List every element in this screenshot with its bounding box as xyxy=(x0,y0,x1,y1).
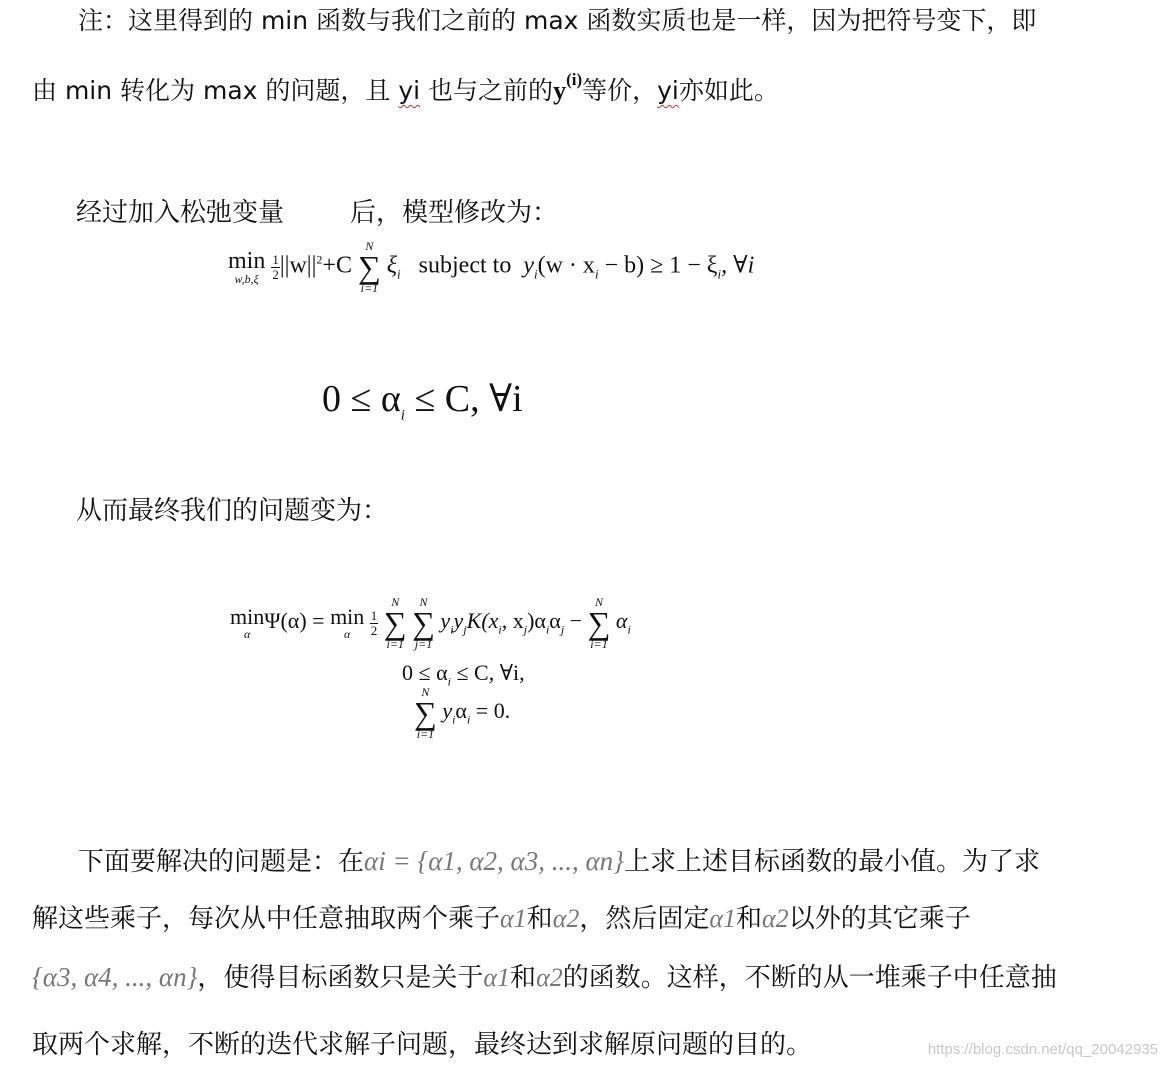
alpha-2: α2 xyxy=(552,904,580,933)
para4-a: 下面要解决的问题是：在 xyxy=(78,847,365,876)
alpha-set-2: {α3, α4, ..., αn} xyxy=(32,962,198,992)
eq3-body3: )α xyxy=(527,608,546,634)
eq2-text: 0 ≤ α xyxy=(322,378,401,420)
alpha-1c: α1 xyxy=(483,963,511,992)
y-sup: (i) xyxy=(566,70,583,89)
watermark: https://blog.csdn.net/qq_20042935 xyxy=(927,1041,1158,1058)
y-base: y xyxy=(553,76,567,105)
para1-line2-c: 等价， xyxy=(582,76,658,105)
eq3-half: $\frac{1}{2}$ xyxy=(370,607,378,638)
eq1-c-tail: − b) ≥ 1 − ξ xyxy=(598,252,718,279)
eq1-y: y xyxy=(523,252,534,279)
para4-line3-a: ，使得目标函数只是关于 xyxy=(197,963,484,992)
eq3-line2: 0 ≤ α xyxy=(402,660,448,685)
eq3-minus: − xyxy=(564,608,588,634)
para2-a: 经过加入松弛变量 xyxy=(76,198,285,227)
eq1-subject: subject to xyxy=(418,252,512,279)
para2-b: 后，模型修改为： xyxy=(350,198,559,227)
eq3-line2-rest: ≤ C, ∀i, xyxy=(450,660,525,685)
alpha-2b: α2 xyxy=(762,904,789,933)
equation-2 xyxy=(322,376,523,425)
alpha-2c: α2 xyxy=(536,963,563,992)
eq3-psi: Ψ(α) = xyxy=(264,608,331,634)
para1-line1: 注：这里得到的 min 函数与我们之前的 max 函数实质也是一样，因为把符号变下，即 xyxy=(78,6,1037,35)
para4-line2 xyxy=(32,904,971,934)
eq3-y2: y xyxy=(453,608,464,634)
eq1-sq: 2 xyxy=(316,252,323,267)
para2 xyxy=(76,198,558,228)
eq1-plusc: +C xyxy=(322,252,352,279)
alpha-1: α1 xyxy=(500,904,527,933)
para1-line2 xyxy=(32,70,779,109)
eq3-line3-rest: = 0. xyxy=(470,698,511,724)
eq1-norm: ||w|| xyxy=(279,252,317,279)
eq1-c-rest: (w · x xyxy=(537,252,595,279)
eq3-min1: min α xyxy=(230,604,265,641)
eq3-line3-y: y xyxy=(442,698,453,724)
para4-line2-b: ，然后固定 xyxy=(579,904,710,933)
alpha-set: αi = {α1, α2, α3, ..., αn} xyxy=(364,846,624,876)
para4-line1 xyxy=(78,846,1040,877)
equation-1: min w,b,ξ $\frac{1}{2}$ $||w||^2+C$ N ∑ i=1 $\xi_i$ subject to $y_i(w \cdot x_i - b) \ge 1 - \xi_i$, ∀i xyxy=(228,239,755,295)
eq2-rest: ≤ C, ∀i xyxy=(404,378,523,420)
yi-word-2: yi xyxy=(657,76,679,105)
para1-line2-a: 由 min 转化为 max 的问题，且 xyxy=(32,76,399,105)
para4-b: 上求上述目标函数的最小值。为了求 xyxy=(623,847,1040,876)
and-1: 和 xyxy=(526,904,553,933)
eq3-k: K(x xyxy=(466,608,499,634)
eq1-min: min w,b,ξ xyxy=(228,248,266,286)
eq3-sum-i2: N ∑ i=1 xyxy=(587,595,611,651)
eq3-alpha-i: α xyxy=(615,608,628,634)
alpha-1b: α1 xyxy=(709,904,737,933)
eq3-y: y xyxy=(440,608,451,634)
para4-line2-a: 解这些乘子，每次从中任意抽取两个乘子 xyxy=(32,904,501,933)
eq1-half: $\frac{1}{2}$ xyxy=(272,251,279,282)
equation-3-line2: $0 \le \alpha_i \le C$, ∀i, xyxy=(402,660,525,689)
eq3-sum-i3: N ∑ i=1 xyxy=(414,685,437,741)
para4-line4: 取两个求解，不断的迭代求解子问题，最终达到求解原问题的目的。 xyxy=(32,1030,813,1059)
eq1-forall: , ∀i xyxy=(721,252,755,279)
para4-line2-c: 以外的其它乘子 xyxy=(788,904,971,933)
eq2-sub: i xyxy=(400,407,405,424)
para4-line3-b: 的函数。这样，不断的从一堆乘子中任意抽 xyxy=(562,963,1057,992)
eq1-xi-sub: i xyxy=(397,266,401,282)
eq1-sum: N ∑ i=1 xyxy=(357,239,381,295)
eq3-sum-i: N ∑ i=1 xyxy=(383,595,407,651)
para1-line2-d: 亦如此。 xyxy=(678,76,779,105)
para4-line3 xyxy=(32,962,1057,993)
eq3-sum-j: N ∑ j=1 xyxy=(412,595,435,651)
equation-3: min α Ψ(α) = min α $\frac{1}{2}$ N ∑ i=1 N ∑ j=1 $y_iy_jK(x_i$, $x_j)\alpha_i\alpha_j$ − N ∑ i=1 $\alpha_i$ xyxy=(230,595,631,651)
para3: 从而最终我们的问题变为： xyxy=(76,496,389,525)
eq3-min2: min α xyxy=(330,604,365,641)
yi-word: yi xyxy=(398,76,421,105)
para1-line2-b: 也与之前的 xyxy=(420,76,554,105)
equation-3-line3: N ∑ i=1 $y_i\alpha_i = 0$. xyxy=(414,685,511,741)
and-3: 和 xyxy=(510,963,537,992)
eq1-xi: ξ xyxy=(386,252,398,279)
and-2: 和 xyxy=(736,904,763,933)
